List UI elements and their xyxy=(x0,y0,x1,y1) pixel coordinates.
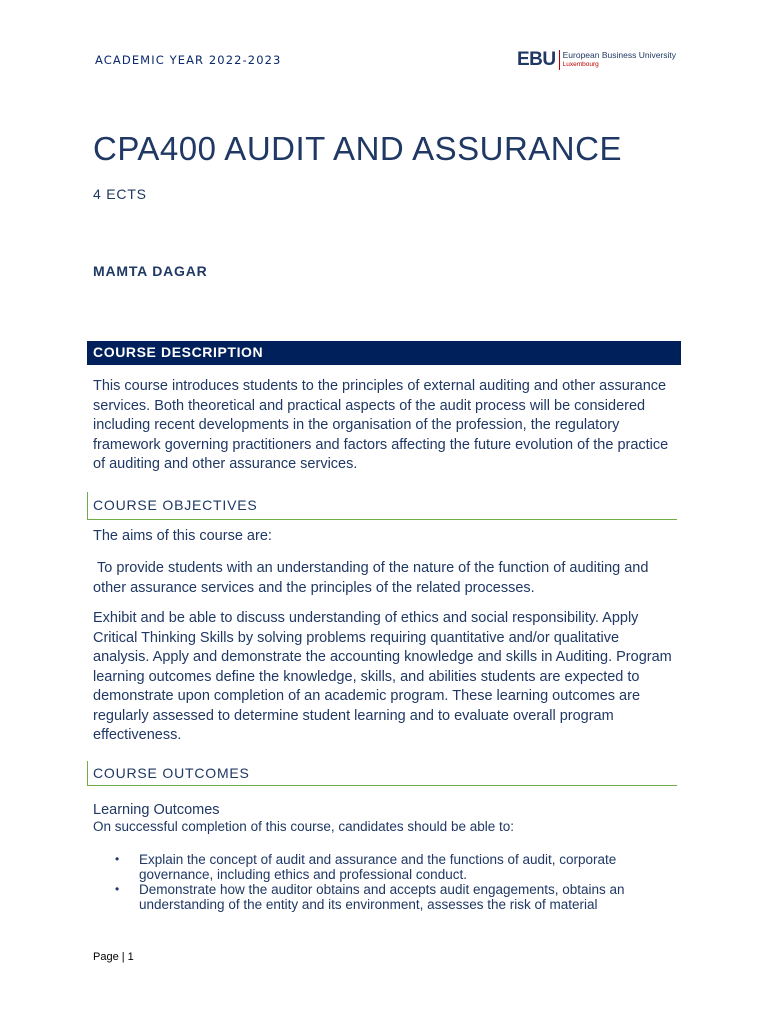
list-item xyxy=(110,882,670,912)
course-description-text: This course introduces students to the principles of external auditing and other assurance services. Both theoretical and practical aspects of the audit process will be considered including recent developments in the organisation of the profession, the regulatory framework governing practitioners and factors affecting the future evolution of the practice of auditing and other assurance services. xyxy=(93,378,669,472)
objectives-paragraph-2: Exhibit and be able to discuss understanding of ethics and social responsibility. Apply Critical Thinking Skills by solving problems requiring quantitative and/or qualitative analysis. Apply and demonstrate the accounting knowledge and skills in Auditing. Program learning outcomes define the knowledge, skills, and abilities students are expected to demonstrate upon completion of an academic program. These learning outcomes are regularly assessed to determine student learning and to evaluate overall program effectiveness. xyxy=(93,610,672,743)
university-logo xyxy=(517,50,676,70)
learning-outcomes-intro: On successful completion of this course, candidates should be able to: xyxy=(93,819,514,834)
course-title: CPA400 AUDIT AND ASSURANCE xyxy=(93,130,622,167)
page-number: Page | 1 xyxy=(93,951,134,963)
bullet-icon: • xyxy=(115,852,120,866)
logo-text xyxy=(560,51,676,69)
logo-name: European Business University xyxy=(562,50,677,60)
learning-outcomes-heading: Learning Outcomes xyxy=(93,802,220,818)
course-outcomes-heading: COURSE OUTCOMES xyxy=(87,761,677,786)
academic-year: ACADEMIC YEAR 2022-2023 xyxy=(95,53,282,67)
course-ects: 4 ECTS xyxy=(93,186,147,202)
logo-place: Luxembourg xyxy=(562,61,599,68)
objectives-intro: The aims of this course are: xyxy=(93,528,272,544)
list-item-text: Demonstrate how the auditor obtains and accepts audit engagements, obtains an understanding of the entity and its environment, assesses the risk of material xyxy=(139,882,625,912)
list-item xyxy=(110,852,670,882)
course-author: MAMTA DAGAR xyxy=(93,263,208,279)
objectives-paragraph-1: To provide students with an understanding of the nature of the function of auditing and other assurance services and the principles of the related processes. xyxy=(93,560,653,596)
course-objectives-heading: COURSE OBJECTIVES xyxy=(87,492,677,520)
list-item-text: Explain the concept of audit and assurance and the functions of audit, corporate governance, including ethics and professional conduct. xyxy=(139,852,617,882)
logo-mark: EBU xyxy=(517,50,560,70)
course-description-heading: COURSE DESCRIPTION xyxy=(87,341,681,365)
learning-outcomes-list xyxy=(110,852,670,912)
bullet-icon: • xyxy=(115,882,120,896)
